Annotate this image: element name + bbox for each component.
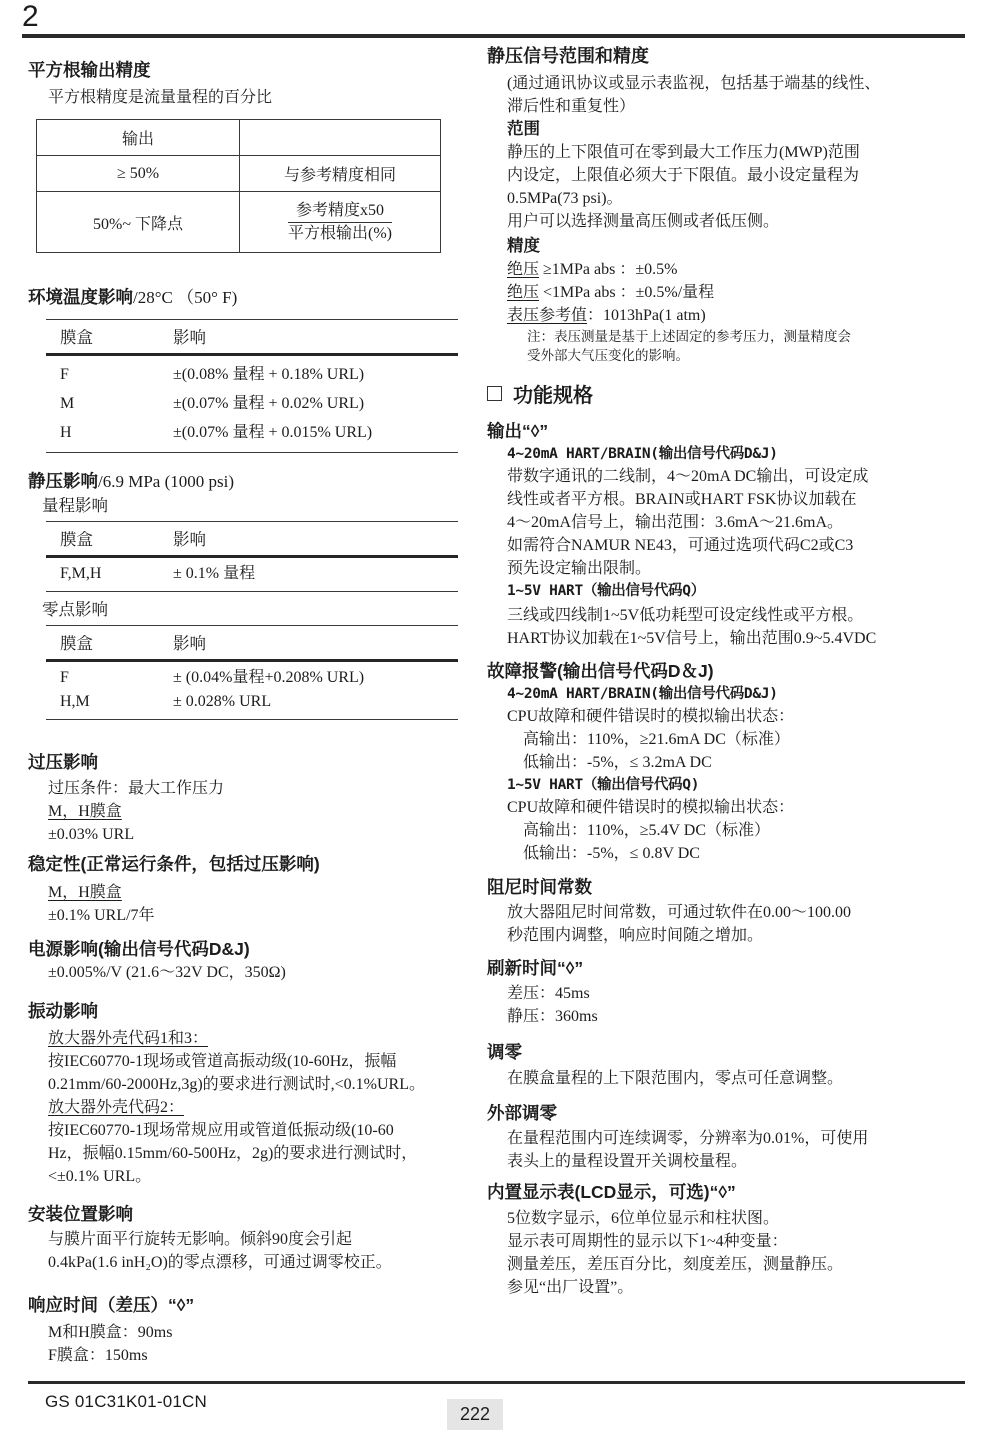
power-supply-value: ±0.005%/V (21.6～32V DC，350Ω) (48, 964, 286, 981)
vibration-line: <±0.1% URL。 (48, 1168, 152, 1185)
response-time-mh: M和H膜盒：90ms (48, 1324, 173, 1341)
ambient-effect-table (46, 319, 458, 453)
col-header: 影响 (173, 530, 206, 549)
mounting-line: 0.4kPa(1.6 inH₂O)的零点漂移，可通过调零校正。 (48, 1254, 392, 1271)
table-cell-fraction (240, 192, 441, 253)
col-header: 影响 (173, 634, 206, 653)
vibration-line: 0.21mm/60-2000Hz,3g)的要求进行测试时,<0.1%URL。 (48, 1076, 426, 1093)
cell: H,M (60, 693, 90, 710)
alarm-low-output: 低输出：-5%，≤ 3.2mA DC (523, 754, 712, 771)
alarm-subheading-15v: 1~5V HART（输出信号代码Q) (507, 777, 700, 793)
table-header-row (46, 522, 458, 558)
heading-cn: 静压影响 (28, 471, 98, 491)
overpressure-condition: 过压条件：最大工作压力 (48, 780, 225, 797)
cell: F,M,H (60, 565, 102, 582)
mounting-line: 与膜片面平行旋转无影响。倾斜90度会引起 (48, 1231, 353, 1248)
vibration-case-1-3 (28, 1027, 483, 1050)
damping-line: 放大器阻尼时间常数，可通过软件在0.00～100.00 (507, 904, 852, 921)
heading-response-time: 响应时间（差压）“◊” (28, 1295, 195, 1315)
heading-stability: 稳定性(正常运行条件，包括过压影响) (28, 854, 320, 874)
range-line: 内设定，上限值必须大于下限值。最小设定量程为 (507, 167, 860, 184)
fraction-numerator: 参考精度x50 (288, 200, 392, 223)
accuracy-value: ：1013hPa(1 atm) (587, 307, 706, 324)
signal-desc-line: 滞后性和重复性） (507, 98, 636, 115)
table-row (46, 662, 458, 690)
accuracy-line (487, 258, 979, 281)
external-zero-line: 在量程范围内可连续调零，分辨率为0.01%，可使用 (507, 1130, 869, 1147)
col-header: 膜盒 (60, 530, 93, 549)
output-line: 线性或者平方根。BRAIN或HART FSK协议加载在 (507, 491, 857, 508)
zero-adjustment-line: 在膜盒量程的上下限范围内，零点可任意调整。 (507, 1070, 844, 1087)
alarm-low-output: 低输出：-5%，≤ 0.8V DC (523, 845, 700, 862)
update-dp: 差压：45ms (507, 985, 590, 1002)
cell: H (60, 424, 72, 441)
heading-integral-indicator: 内置显示表(LCD显示，可选)“◊” (487, 1182, 736, 1202)
table-header-row (46, 320, 458, 356)
table-row (46, 558, 458, 591)
heading-mounting-position-effect: 安装位置影响 (28, 1204, 133, 1224)
heading-failure-alarm: 故障报警(输出信号代码D＆J) (487, 661, 714, 681)
fraction (288, 200, 392, 245)
alarm-high-output: 高输出：110%，≥5.4V DC（标准） (523, 822, 771, 839)
footer-rule (28, 1381, 965, 1384)
table-row (46, 418, 458, 452)
cell: F (60, 669, 69, 686)
underlined-label: M，H膜盒 (48, 803, 122, 820)
table-cell: 与参考精度相同 (240, 156, 441, 192)
stability-value: ±0.1% URL/7年 (48, 907, 155, 924)
heading-latin: /28°C （50° F) (133, 288, 238, 307)
sqrt-accuracy-table (36, 119, 441, 253)
underlined-label: M，H膜盒 (48, 884, 122, 901)
span-effect-table (46, 521, 458, 592)
alarm-line: CPU故障和硬件错误时的模拟输出状态： (507, 799, 795, 816)
zero-effect-table (46, 625, 458, 720)
external-zero-line: 表头上的量程设置开关调校量程。 (507, 1153, 748, 1170)
zero-effect-label: 零点影响 (42, 600, 108, 619)
underlined-label: 表压参考值 (507, 307, 588, 324)
alarm-high-output: 高输出：110%，≥21.6mA DC（标准） (523, 731, 790, 748)
table-row (46, 690, 458, 719)
alarm-line: CPU故障和硬件错误时的模拟输出状态： (507, 708, 795, 725)
underlined-label: 放大器外壳代码2： (48, 1099, 185, 1116)
output-line: 带数字通讯的二线制，4～20mA DC输出，可设定成 (507, 468, 869, 485)
indicator-line: 显示表可周期性的显示以下1~4种变量： (507, 1233, 788, 1250)
vibration-case-2 (28, 1096, 483, 1119)
page-number: 222 (447, 1399, 503, 1430)
table-row (46, 389, 458, 418)
underlined-label: 绝压 (507, 261, 540, 278)
square-bullet-icon (487, 386, 502, 401)
heading-static-pressure-effect (28, 469, 483, 494)
overpressure-capsule (28, 800, 483, 823)
update-sp: 静压：360ms (507, 1008, 598, 1025)
chapter-number: 2 (22, 0, 39, 33)
subheading-accuracy: 精度 (507, 237, 540, 255)
indicator-line: 5位数字显示，6位单位显示和柱状图。 (507, 1210, 780, 1227)
table-row (46, 356, 458, 389)
cell: ±(0.07% 量程 + 0.015% URL) (173, 424, 373, 441)
underlined-label: 绝压 (507, 284, 540, 301)
heading-static-pressure-signal: 静压信号范围和精度 (487, 46, 649, 66)
heading-sqrt-output-accuracy: 平方根输出精度 (28, 60, 151, 80)
cell: ±(0.07% 量程 + 0.02% URL) (173, 395, 365, 412)
output-subheading-15v: 1~5V HART（输出信号代码Q） (507, 583, 705, 599)
indicator-line: 参见“出厂设置”。 (507, 1279, 634, 1296)
indicator-line: 测量差压，差压百分比，刻度差压，测量静压。 (507, 1256, 844, 1273)
range-line: 用户可以选择测量高压侧或者低压侧。 (507, 213, 780, 230)
vibration-line: 按IEC60770-1现场或管道高振动级(10-60Hz，振幅 (48, 1053, 397, 1070)
right-column (487, 44, 979, 1299)
heading-output: 输出“◊” (487, 421, 549, 441)
cell: F (60, 366, 69, 383)
output-line: 4～20mA信号上，输出范围：3.6mA～21.6mA。 (507, 514, 844, 531)
range-line: 静压的上下限值可在零到最大工作压力(MWP)范围 (507, 144, 860, 161)
heading-damping-time-constant: 阻尼时间常数 (487, 877, 592, 897)
alarm-subheading-420ma: 4~20mA HART/BRAIN(输出信号代码D&J) (507, 686, 778, 702)
overpressure-value: ±0.03% URL (48, 826, 135, 843)
output-subheading-420ma: 4~20mA HART/BRAIN(输出信号代码D&J) (507, 446, 778, 462)
vibration-line: 按IEC60770-1现场常规应用或管道低振动级(10-60 (48, 1122, 394, 1139)
subheading-range: 范围 (507, 120, 540, 138)
gauge-note-line: 注：表压测量是基于上述固定的参考压力，测量精度会 (527, 329, 851, 344)
table-cell: ≥ 50% (37, 156, 240, 192)
col-header: 膜盒 (60, 328, 93, 347)
cell: M (60, 395, 75, 412)
heading-overpressure-effect: 过压影响 (28, 752, 98, 772)
accuracy-line (487, 304, 979, 327)
col-header: 影响 (173, 328, 206, 347)
gauge-note-line: 受外部大气压变化的影响。 (527, 348, 689, 363)
damping-line: 秒范围内调整，响应时间随之增加。 (507, 927, 764, 944)
signal-desc-line: (通过通讯协议或显示表监视，包括基于端基的线性、 (507, 75, 881, 92)
underlined-label: 放大器外壳代码1和3： (48, 1030, 209, 1047)
heading-update-time: 刷新时间“◊” (487, 958, 584, 978)
sqrt-accuracy-desc: 平方根精度是流量量程的百分比 (48, 89, 273, 106)
output-line: 预先设定输出限制。 (507, 560, 652, 577)
table-header-cell (240, 120, 441, 156)
cell: ± 0.028% URL (173, 693, 272, 710)
range-line: 0.5MPa(73 psi)。 (507, 190, 623, 207)
heading-power-supply-effect: 电源影响(输出信号代码D&J) (28, 939, 250, 959)
section-title: 功能规格 (513, 385, 593, 407)
heading-vibration-effect: 振动影响 (28, 1001, 98, 1021)
cell: ± (0.04%量程+0.208% URL) (173, 669, 365, 686)
heading-cn: 环境温度影响 (28, 287, 133, 307)
accuracy-value: <1MPa abs ：±0.5%/量程 (539, 284, 715, 301)
heading-external-zero-adjustment: 外部调零 (487, 1103, 557, 1123)
left-column (28, 50, 483, 1367)
response-time-f: F膜盒：150ms (48, 1347, 148, 1364)
stability-capsule (28, 881, 483, 904)
col-header: 膜盒 (60, 634, 93, 653)
table-cell: 50%~ 下降点 (37, 192, 240, 253)
section-functional-specifications (487, 379, 979, 408)
output-line: HART协议加载在1~5V信号上，输出范围0.9~5.4VDC (507, 630, 877, 647)
table-header-cell: 输出 (37, 120, 240, 156)
cell: ±(0.08% 量程 + 0.18% URL) (173, 366, 365, 383)
table-header-row (46, 626, 458, 662)
output-line: 如需符合NAMUR NE43，可通过选项代码C2或C3 (507, 537, 854, 554)
document-code: GS 01C31K01-01CN (45, 1392, 207, 1411)
output-line: 三线或四线制1~5V低功耗型可设定线性或平方根。 (507, 607, 864, 624)
heading-ambient-temperature-effect (28, 285, 483, 310)
vibration-line: Hz，振幅0.15mm/60-500Hz，2g)的要求进行测试时， (48, 1145, 418, 1162)
accuracy-line (487, 281, 979, 304)
fraction-denominator: 平方根输出(%) (288, 224, 392, 242)
heading-zero-adjustment: 调零 (487, 1042, 522, 1062)
cell: ± 0.1% 量程 (173, 565, 256, 582)
header-rule (22, 34, 965, 38)
heading-latin: /6.9 MPa (1000 psi) (98, 472, 234, 491)
accuracy-value: ≥1MPa abs ：±0.5% (539, 261, 678, 278)
span-effect-label: 量程影响 (42, 496, 108, 515)
